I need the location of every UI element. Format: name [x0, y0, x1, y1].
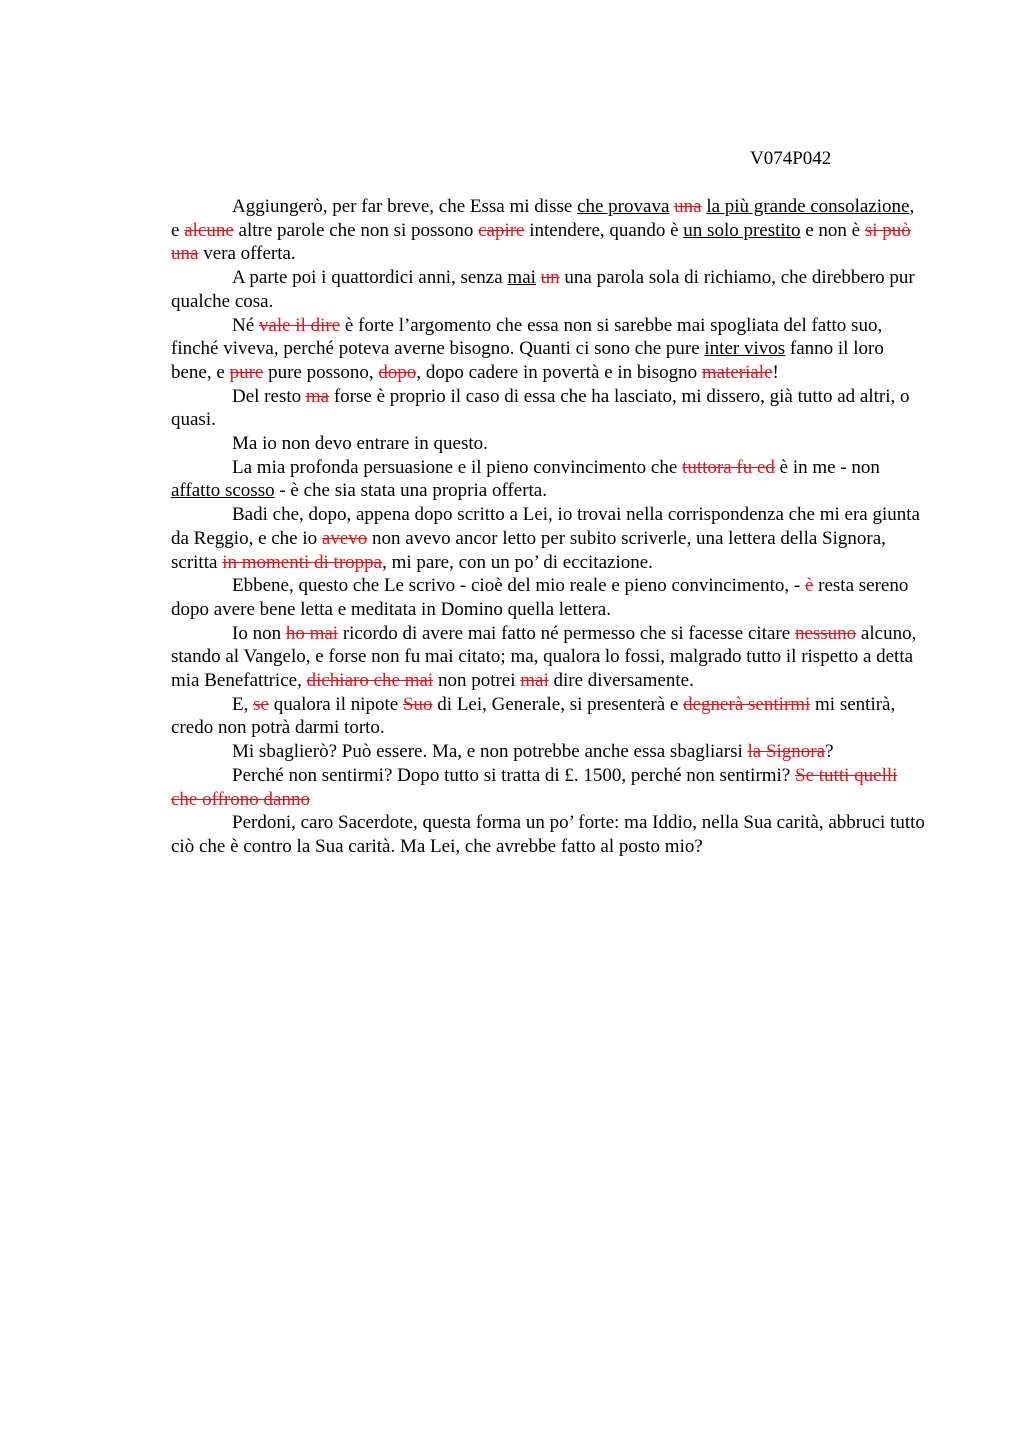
text-run: di Lei, Generale, si presenterà e — [432, 693, 684, 715]
text-run: una parola sola di richiamo, che direbbero pur qualche cosa. — [171, 267, 915, 312]
text-run: Ma io non devo entrare in questo. — [232, 433, 488, 455]
deleted-text: alcune — [184, 219, 234, 241]
paragraph — [171, 385, 925, 432]
deleted-text: la Signora — [747, 741, 826, 763]
deleted-text: ho mai — [285, 622, 339, 644]
text-run: Mi sbaglierò? Può essere. Ma, e non potrebbe anche essa sbagliarsi — [232, 741, 748, 763]
text-run: pure possono, — [263, 361, 379, 383]
deleted-text: Suo — [402, 693, 433, 715]
text-run: Ebbene, questo che Le scrivo - cioè del mio reale e pieno convincimento, - — [232, 575, 805, 597]
text-run: Perdoni, caro Sacerdote, questa forma un po’ forte: ma Iddio, nella Sua carità, abbruci tutto ciò che è contro la Sua carità. Ma Lei, che avrebbe fatto al posto mio? — [171, 812, 925, 857]
paragraph — [171, 764, 925, 811]
document-body — [171, 195, 925, 859]
text-run: , dopo cadere in povertà e in bisogno — [416, 361, 702, 383]
text-run: , e — [171, 196, 915, 241]
underlined-text: che provava — [577, 196, 670, 217]
paragraph — [171, 503, 925, 574]
text-run: Né — [232, 314, 259, 336]
text-run: E, — [232, 693, 254, 715]
text-run: Badi che, dopo, appena dopo scritto a Lei, io trovai nella corrispondenza che mi era giunta da Reggio, e che io — [171, 504, 920, 549]
text-run: è in me - non — [774, 456, 880, 478]
text-run: forse è proprio il caso di essa che ha lasciato, mi dissero, già tutto ad altri, o quasi. — [171, 385, 910, 431]
deleted-text: in momenti di troppa — [222, 551, 383, 573]
underlined-text: affatto scosso — [171, 480, 275, 502]
text-run: dire diversamente. — [548, 670, 694, 692]
deleted-text: materiale — [701, 361, 773, 383]
underlined-text: mai — [507, 267, 536, 289]
text-run: intendere, quando è — [524, 219, 684, 241]
deleted-text: se — [253, 693, 269, 715]
text-run: Del resto — [232, 385, 306, 407]
paragraph — [171, 314, 925, 385]
text-run: resta sereno dopo avere bene letta e meditata in Domino quella lettera. — [171, 575, 909, 620]
text-run: qualora il nipote — [268, 693, 403, 715]
text-run: mi sentirà, credo non potrà darmi torto. — [171, 693, 896, 739]
text-run: A parte poi i quattordici anni, senza — [232, 267, 508, 289]
underlined-text: un solo prestito — [683, 219, 801, 241]
page-id: V074P042 — [750, 148, 832, 169]
text-run: - è che sia stata una propria offerta. — [274, 480, 547, 502]
text-run: La mia profonda persuasione e il pieno convincimento che — [232, 456, 683, 478]
text-run: Perché non sentirmi? Dopo tutto si tratta di £. 1500, perché non sentirmi? — [232, 764, 796, 786]
text-run: Aggiungerò, per far breve, che Essa mi disse — [232, 196, 578, 217]
paragraph — [171, 266, 925, 313]
text-run: , mi pare, con un po’ di eccitazione. — [382, 551, 653, 573]
deleted-text: degnerà sentirmi — [683, 693, 811, 715]
paragraph — [171, 740, 925, 764]
deleted-text: vale il dire — [258, 314, 341, 336]
text-run: Io non — [232, 622, 286, 644]
paragraph — [171, 622, 925, 693]
paragraph — [171, 456, 925, 503]
deleted-text: un — [540, 267, 560, 289]
deleted-text: è — [804, 575, 814, 597]
underlined-text: inter vivos — [704, 338, 786, 360]
deleted-text: mai — [520, 670, 549, 692]
deleted-text: nessuno — [794, 622, 857, 644]
text-run: non potrei — [433, 670, 521, 692]
deleted-text: tuttora fu ed — [682, 456, 775, 478]
paragraph — [171, 574, 925, 621]
text-run: e non è — [800, 219, 865, 241]
text-run: alcuno, stando al Vangelo, e forse non fu mai citato; ma, qualora lo fossi, malgrado tutto il rispetto a detta mia Benefattrice, — [171, 622, 917, 692]
deleted-text: ma — [305, 385, 330, 407]
text-run: vera offerta. — [198, 243, 296, 265]
text-run: fanno il loro bene, e — [171, 338, 884, 383]
paragraph — [171, 195, 925, 266]
deleted-text: si può una — [171, 219, 911, 265]
text-run: ? — [825, 741, 834, 763]
underlined-text: la più grande consolazione — [706, 196, 910, 217]
text-run: altre parole che non si possono — [233, 219, 479, 241]
text-run: è forte l’argomento che essa non si sarebbe mai spogliata del fatto suo, finché viveva, perché poteva averne bisogno. Quanti ci sono che pure — [171, 314, 883, 360]
text-run: ! — [772, 361, 779, 383]
deleted-text: Se tutti quelli che offrono danno — [171, 764, 898, 810]
text-run: ricordo di avere mai fatto né permesso che si facesse citare — [338, 622, 795, 644]
paragraph — [171, 432, 925, 456]
deleted-text: una — [674, 196, 702, 217]
deleted-text: avevo — [321, 527, 368, 549]
deleted-text: dichiaro che mai — [306, 670, 434, 692]
paragraph — [171, 811, 925, 858]
text-run: non avevo ancor letto per subito scriverle, una lettera della Signora, scritta — [171, 527, 886, 573]
deleted-text: capire — [478, 219, 525, 241]
deleted-text: pure — [229, 361, 264, 383]
paragraph — [171, 693, 925, 740]
deleted-text: dopo — [378, 361, 417, 383]
